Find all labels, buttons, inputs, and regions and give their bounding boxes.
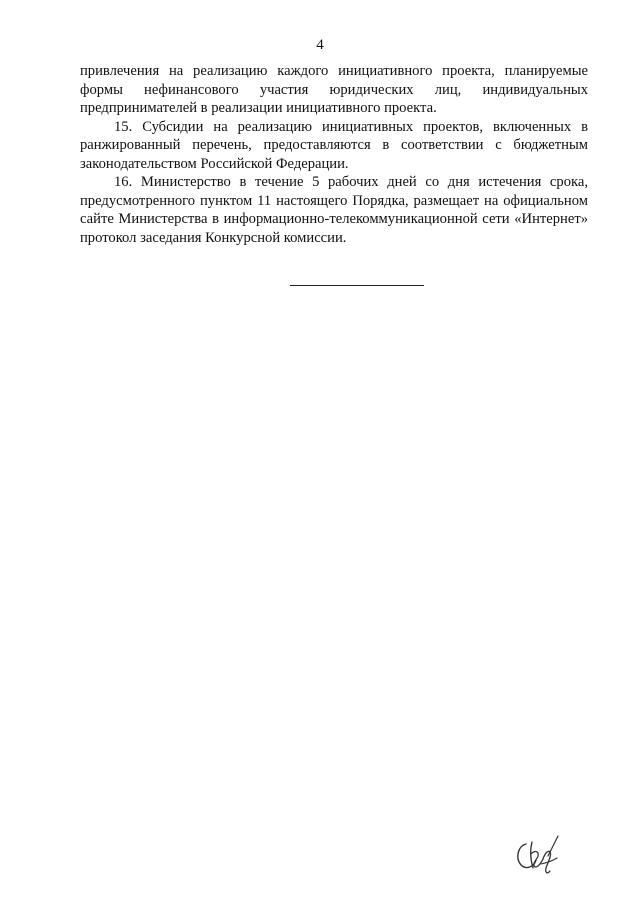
end-of-text-divider <box>290 285 424 286</box>
document-body <box>80 62 588 247</box>
paragraph-16: 16. Министерство в течение 5 рабочих дней со дня истечения срока, предусмотренного пунктом 11 настоящего Порядка, размещает на официальном сайте Министерства в информационно-телекоммуникационной сети «Интернет» протокол заседания Конкурсной комиссии. <box>80 174 588 246</box>
paragraph-15: 15. Субсидии на реализацию инициативных проектов, включенных в ранжированный перечень, предоставляются в соответствии с бюджетным законодательством Российской Федерации. <box>80 118 588 172</box>
paragraph-continuation: привлечения на реализацию каждого инициативного проекта, планируемые формы нефинансового участия юридических лиц, индивидуальных предпринимателей в реализации инициативного проекта. <box>80 63 588 116</box>
handwritten-signature <box>512 832 562 878</box>
page-number: 4 <box>316 37 324 53</box>
